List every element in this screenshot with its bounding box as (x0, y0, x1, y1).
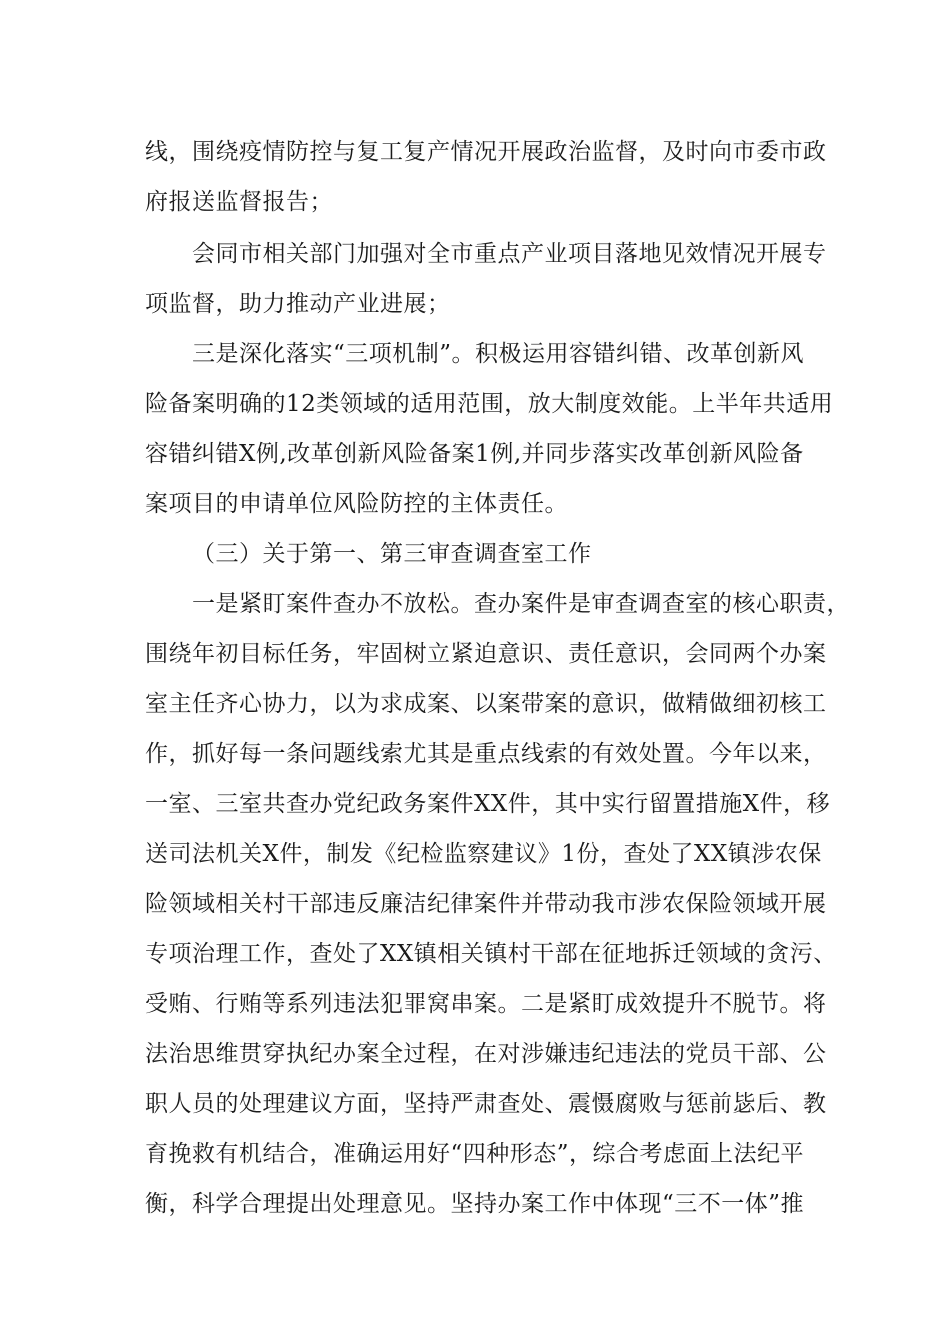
text-line: 育挽救有机结合，准确运用好“四种形态”，综合考虑面上法纪平 (145, 1141, 805, 1167)
text-line: 法治思维贯穿执纪办案全过程，在对涉嫌违纪违法的党员干部、公 (145, 1041, 827, 1067)
text-line: 案项目的申请单位风险防控的主体责任。 (145, 491, 568, 517)
text-line: 专项治理工作，查处了XX镇相关镇村干部在征地拆迁领域的贪污、 (145, 941, 837, 967)
text-line: 室主任齐心协力，以为求成案、以案带案的意识，做精做细初核工 (145, 691, 827, 717)
section-heading: （三）关于第一、第三审查调查室工作 (192, 541, 592, 567)
text-line: 线，围绕疫情防控与复工复产情况开展政治监督，及时向市委市政 (145, 139, 827, 165)
text-line: 府报送监督报告； (145, 189, 333, 215)
text-line: 围绕年初目标任务，牢固树立紧迫意识、责任意识，会同两个办案 (145, 641, 827, 667)
text-line: 一室、三室共查办党纪政务案件XX件，其中实行留置措施X件，移 (145, 791, 831, 817)
text-line: 受贿、行贿等系列违法犯罪窝串案。二是紧盯成效提升不脱节。将 (145, 991, 827, 1017)
text-line: 三是深化落实“三项机制”。积极运用容错纠错、改革创新风 (192, 341, 805, 367)
text-line: 一是紧盯案件查办不放松。查办案件是审查调查室的核心职责， (192, 591, 850, 617)
text-line: 职人员的处理建议方面，坚持严肃查处、震慑腐败与惩前毖后、教 (145, 1091, 827, 1117)
text-line: 险领域相关村干部违反廉洁纪律案件并带动我市涉农保险领域开展 (145, 891, 827, 917)
text-line: 衡，科学合理提出处理意见。坚持办案工作中体现“三不一体”推 (145, 1191, 805, 1217)
text-line: 送司法机关X件，制发《纪检监察建议》1份，查处了XX镇涉农保 (145, 841, 822, 867)
text-line: 险备案明确的12类领域的适用范围，放大制度效能。上半年共适用 (145, 391, 834, 417)
text-line: 会同市相关部门加强对全市重点产业项目落地见效情况开展专 (192, 241, 827, 267)
text-line: 项监督，助力推动产业进展； (145, 291, 451, 317)
text-line: 容错纠错X例,改革创新风险备案1例,并同步落实改革创新风险备 (145, 441, 804, 467)
text-line: 作，抓好每一条问题线索尤其是重点线索的有效处置。今年以来， (145, 741, 827, 767)
